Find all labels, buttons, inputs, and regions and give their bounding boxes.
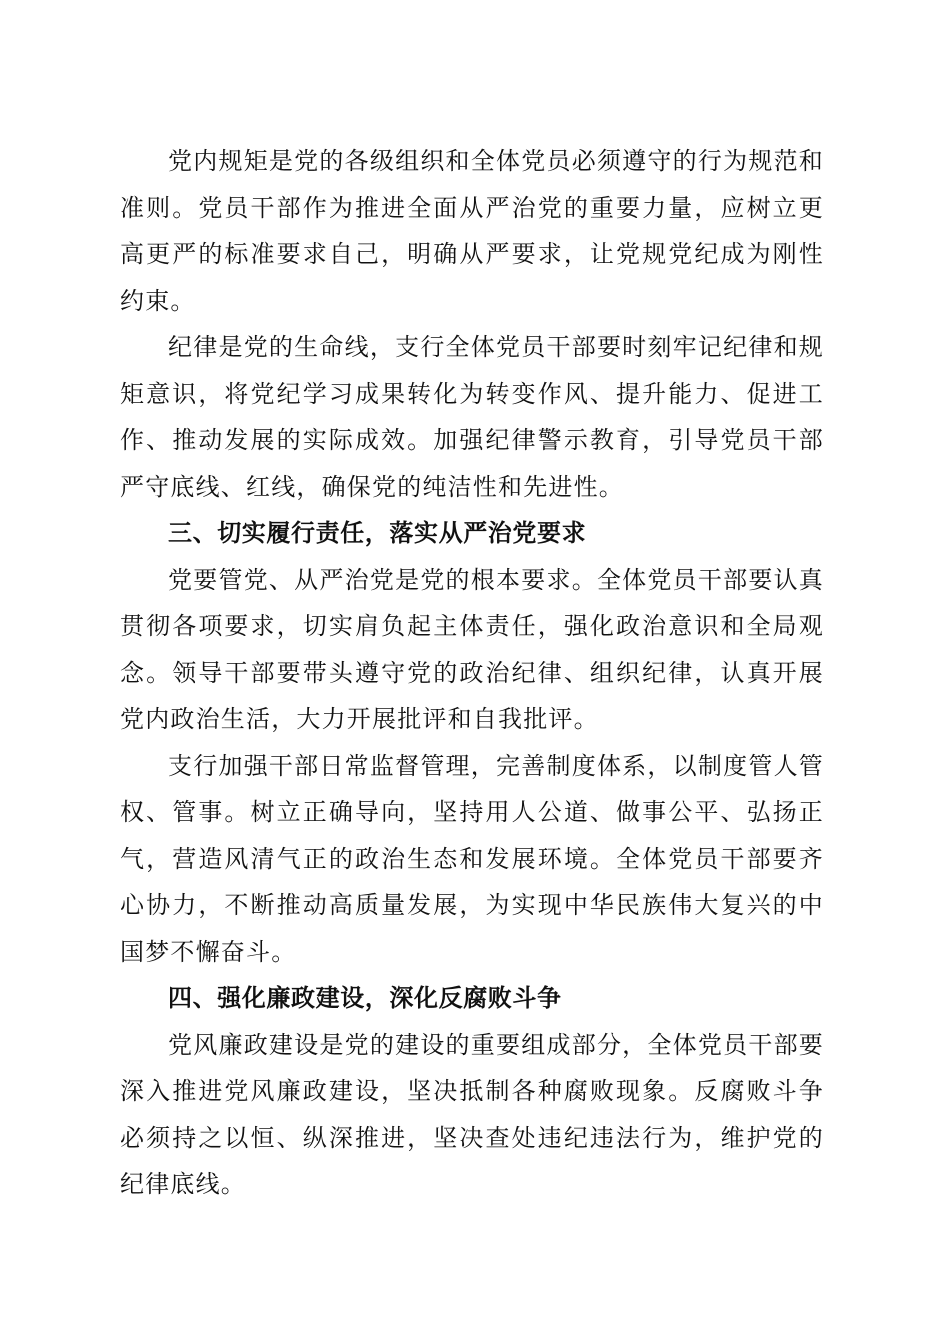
paragraph-anti-corruption: 党风廉政建设是党的建设的重要组成部分，全体党员干部要深入推进党风廉政建设，坚决抵制各种腐败现象。反腐败斗争必须持之以恒、纵深推进，坚决查处违纪违法行为，维护党的纪律底线。 (120, 1030, 824, 1198)
paragraph-party-rules: 党内规矩是党的各级组织和全体党员必须遵守的行为规范和准则。党员干部作为推进全面从严治党的重要力量，应树立更高更严的标准要求自己，明确从严要求，让党规党纪成为刚性约束。 (120, 147, 824, 315)
section-heading-4: 四、强化廉政建设，深化反腐败斗争 (168, 984, 562, 1012)
paragraph-discipline: 纪律是党的生命线，支行全体党员干部要时刻牢记纪律和规矩意识，将党纪学习成果转化为转变作风、提升能力、促进工作、推动发展的实际成效。加强纪律警示教育，引导党员干部严守底线、红线，确保党的纯洁性和先进性。 (120, 333, 824, 501)
section-heading-3: 三、切实履行责任，落实从严治党要求 (168, 519, 587, 547)
paragraph-supervision: 支行加强干部日常监督管理，完善制度体系，以制度管人管权、管事。树立正确导向，坚持用人公道、做事公平、弘扬正气，营造风清气正的政治生态和发展环境。全体党员干部要齐心协力，不断推动高质量发展，为实现中华民族伟大复兴的中国梦不懈奋斗。 (120, 751, 824, 966)
paragraph-strict-governance: 党要管党、从严治党是党的根本要求。全体党员干部要认真贯彻各项要求，切实肩负起主体责任，强化政治意识和全局观念。领导干部要带头遵守党的政治纪律、组织纪律，认真开展党内政治生活，大力开展批评和自我批评。 (120, 565, 824, 733)
document-body (120, 138, 824, 1208)
